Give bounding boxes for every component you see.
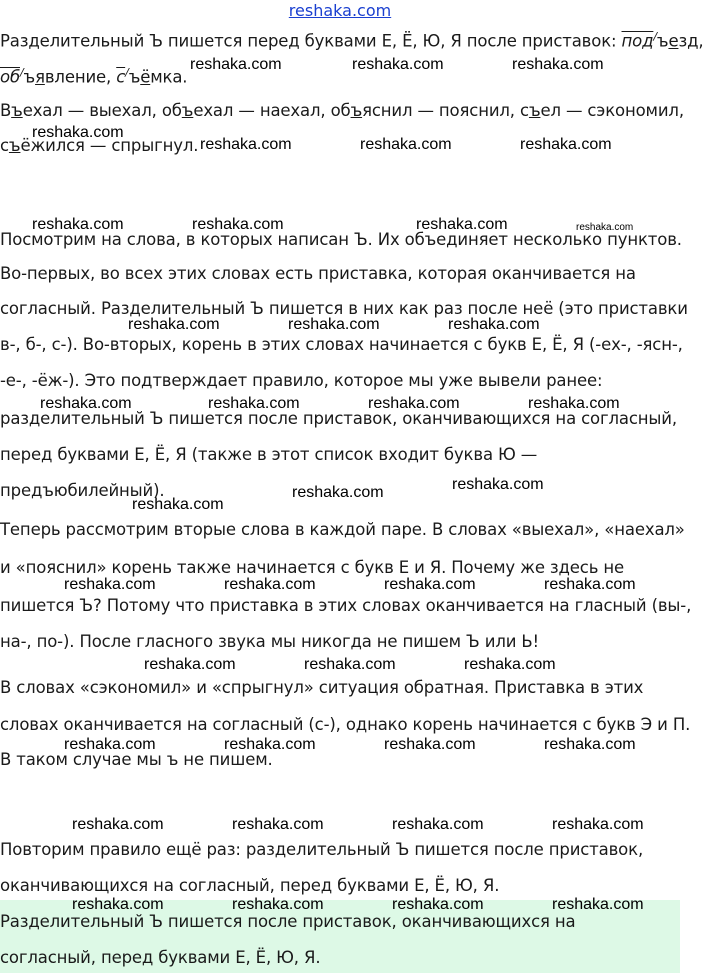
paragraph-line: согласный. Разделительный Ъ пишется в них как раз после неё (это приставки bbox=[0, 299, 688, 318]
paragraph-line: перед буквами Е, Ё, Я (также в этот список входит буква Ю — bbox=[0, 445, 538, 464]
watermark: reshaka.com bbox=[200, 136, 292, 153]
watermark: reshaka.com bbox=[384, 576, 476, 593]
watermark: reshaka.com bbox=[448, 316, 540, 333]
paragraph-line: Посмотрим на слова, в которых написан Ъ. Их объединяет несколько пунктов. bbox=[0, 230, 682, 249]
watermark: reshaka.com bbox=[192, 216, 284, 233]
watermark: reshaka.com bbox=[576, 222, 634, 233]
watermark: reshaka.com bbox=[292, 484, 384, 501]
watermark: reshaka.com bbox=[144, 656, 236, 673]
pair-text: ехал — выехал, об bbox=[22, 101, 182, 120]
watermark: reshaka.com bbox=[512, 56, 604, 73]
watermark: reshaka.com bbox=[232, 816, 324, 833]
vowel-underlined: е bbox=[668, 31, 679, 51]
watermark: reshaka.com bbox=[32, 216, 124, 233]
watermark: reshaka.com bbox=[544, 576, 636, 593]
rule-examples-line-2 bbox=[0, 66, 187, 87]
watermark: reshaka.com bbox=[288, 316, 380, 333]
watermark: reshaka.com bbox=[352, 56, 444, 73]
paragraph-line: в-, б-, с-). Во-вторых, корень в этих словах начинается с букв Е, Ё, Я (-ех-, -ясн-, bbox=[0, 335, 683, 354]
word-rest: вление, bbox=[44, 67, 117, 87]
paragraph-line: предъюбилейный). bbox=[0, 481, 165, 500]
pair-text: яснил — пояснил, с bbox=[362, 101, 529, 120]
prefix-mark: / bbox=[653, 30, 657, 43]
watermark: reshaka.com bbox=[392, 816, 484, 833]
pair-text: ехал — наехал, об bbox=[193, 101, 351, 120]
watermark: reshaka.com bbox=[64, 736, 156, 753]
watermark: reshaka.com bbox=[368, 395, 460, 412]
word-rest: мка. bbox=[150, 67, 188, 87]
paragraph-line: В таком случае мы ъ не пишем. bbox=[0, 750, 273, 769]
pair-text: ел — сэкономил, bbox=[540, 101, 684, 120]
hard-sign-underlined: ъ bbox=[8, 136, 21, 155]
paragraph-line: Повторим правило ещё раз: разделительный Ъ пишется после приставок, bbox=[0, 840, 644, 859]
watermark: reshaka.com bbox=[32, 124, 124, 141]
watermark: reshaka.com bbox=[520, 136, 612, 153]
rule-text: Разделительный Ъ пишется перед буквами Е, Ё, Ю, Я после приставок: bbox=[0, 31, 622, 51]
watermark: reshaka.com bbox=[128, 316, 220, 333]
watermark: reshaka.com bbox=[72, 896, 164, 913]
watermark: reshaka.com bbox=[528, 395, 620, 412]
watermark: reshaka.com bbox=[544, 736, 636, 753]
hard-sign: ъ bbox=[23, 67, 36, 87]
watermark: reshaka.com bbox=[232, 896, 324, 913]
watermark: reshaka.com bbox=[552, 896, 644, 913]
watermark: reshaka.com bbox=[72, 816, 164, 833]
paragraph-line: пишется Ъ? Потому что приставка в этих словах оканчивается на гласный (вы-, bbox=[0, 596, 692, 615]
watermark: reshaka.com bbox=[190, 56, 282, 73]
rule-examples-line-1 bbox=[0, 30, 703, 51]
watermark: reshaka.com bbox=[452, 476, 544, 493]
watermark: reshaka.com bbox=[360, 136, 452, 153]
paragraph-line: и «пояснил» корень также начинается с букв Е и Я. Почему же здесь не bbox=[0, 558, 625, 577]
paragraph-line: разделительный Ъ пишется после приставок, оканчивающихся на согласный, bbox=[0, 409, 677, 428]
prefix-marker: под bbox=[621, 31, 654, 51]
vowel-underlined: я bbox=[35, 67, 45, 87]
pair-text: В bbox=[0, 101, 12, 120]
watermark: reshaka.com bbox=[384, 736, 476, 753]
watermark: reshaka.com bbox=[464, 656, 556, 673]
watermark: reshaka.com bbox=[208, 395, 300, 412]
highlight-rule-line: согласный, перед буквами Е, Ё, Ю, Я. bbox=[0, 948, 321, 967]
paragraph-line: словах оканчивается на согласный (с-), однако корень начинается с букв Э и П. bbox=[0, 715, 691, 734]
watermark: reshaka.com bbox=[392, 896, 484, 913]
pair-text: с bbox=[0, 136, 9, 155]
watermark: reshaka.com bbox=[132, 496, 224, 513]
hard-sign: ъ bbox=[128, 67, 141, 87]
vowel-underlined: ё bbox=[140, 67, 151, 87]
prefix-marker: об bbox=[0, 67, 20, 87]
watermark: reshaka.com bbox=[40, 395, 132, 412]
word-rest: зд, bbox=[678, 31, 703, 51]
hard-sign-underlined: ъ bbox=[528, 101, 541, 120]
watermark: reshaka.com bbox=[224, 576, 316, 593]
paragraph-line: Теперь рассмотрим вторые слова в каждой паре. В словах «выехал», «наехал» bbox=[0, 520, 685, 539]
watermark: reshaka.com bbox=[224, 736, 316, 753]
word-pairs-line-1 bbox=[0, 101, 684, 120]
hard-sign-underlined: ъ bbox=[350, 101, 363, 120]
highlight-rule-line: Разделительный Ъ пишется после приставок, оканчивающихся на bbox=[0, 912, 576, 931]
paragraph-line: оканчивающихся на согласный, перед буквами Е, Ё, Ю, Я. bbox=[0, 876, 500, 895]
watermark: reshaka.com bbox=[64, 576, 156, 593]
paragraph-line: Во-первых, во всех этих словах есть приставка, которая оканчивается на bbox=[0, 264, 636, 283]
hard-sign-underlined: ъ bbox=[11, 101, 23, 120]
paragraph-line: на-, по-). После гласного звука мы никогда не пишем Ъ или Ь! bbox=[0, 632, 540, 651]
hard-sign-underlined: ъ bbox=[181, 101, 194, 120]
paragraph-line: -е-, -ёж-). Это подтверждает правило, которое мы уже вывели ранее: bbox=[0, 371, 603, 390]
watermark: reshaka.com bbox=[416, 216, 508, 233]
prefix-marker: с bbox=[116, 67, 126, 87]
site-header-link[interactable]: reshaka.com bbox=[288, 1, 392, 20]
prefix-mark: / bbox=[125, 66, 129, 79]
pair-text: ёжился — спрыгнул. bbox=[20, 136, 199, 155]
watermark: reshaka.com bbox=[304, 656, 396, 673]
hard-sign: ъ bbox=[656, 31, 669, 51]
prefix-mark: / bbox=[19, 66, 24, 79]
watermark: reshaka.com bbox=[552, 816, 644, 833]
paragraph-line: В словах «сэкономил» и «спрыгнул» ситуация обратная. Приставка в этих bbox=[0, 678, 644, 697]
